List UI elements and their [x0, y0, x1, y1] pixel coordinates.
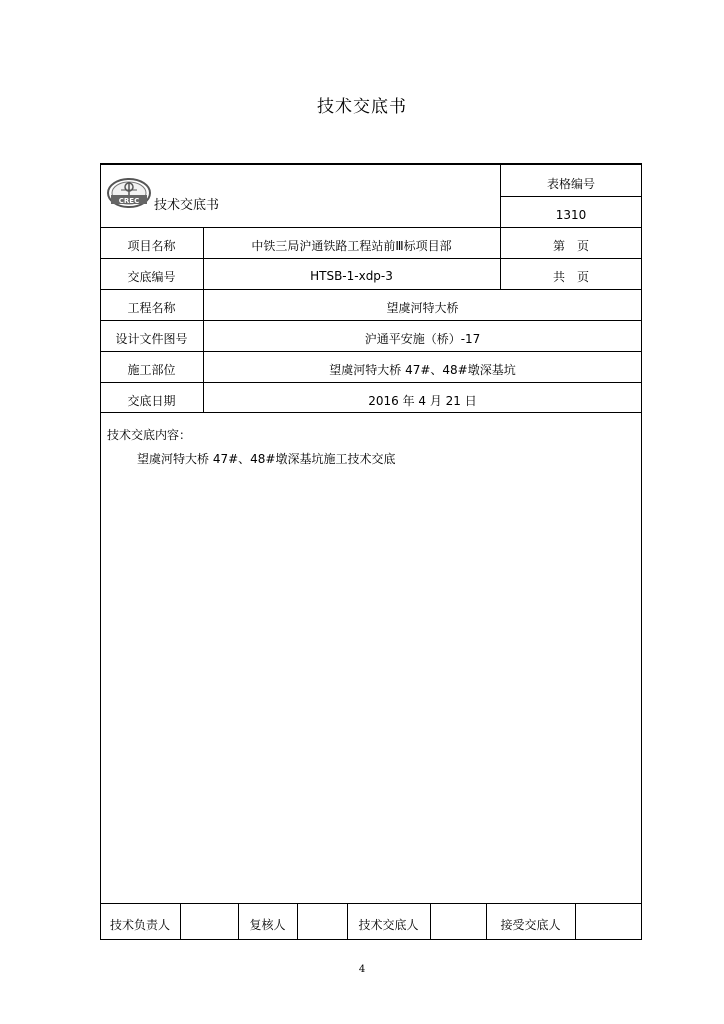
total-pages-label: 共 页 — [552, 269, 589, 284]
discloser-label: 技术交底人 — [358, 917, 419, 932]
row-line — [100, 258, 642, 259]
project-name-label: 项目名称 — [127, 238, 176, 253]
construction-part-value: 望虞河特大桥 47#、48#墩深基坑 — [329, 362, 516, 377]
disclosure-no-label: 交底编号 — [127, 269, 176, 284]
row-line — [100, 351, 642, 352]
row-line — [100, 903, 642, 904]
design-drawing-value: 沪通平安施（桥）-17 — [364, 331, 481, 346]
col-line — [297, 903, 298, 940]
form-number-label: 表格编号 — [546, 176, 595, 191]
construction-part-label: 施工部位 — [127, 362, 176, 377]
col-line — [180, 903, 181, 940]
row-line — [100, 320, 642, 321]
receiver-label: 接受交底人 — [500, 917, 561, 932]
col-line — [575, 903, 576, 940]
page-number: 4 — [358, 964, 366, 975]
engineering-name-value: 望虞河特大桥 — [386, 300, 459, 315]
engineering-name-label: 工程名称 — [127, 300, 176, 315]
document-title: 技术交底书 — [317, 97, 407, 117]
tech-lead-label: 技术负责人 — [109, 917, 170, 932]
logo-text: CREC — [118, 197, 140, 205]
reviewer-label: 复核人 — [249, 917, 286, 932]
header-split-line — [500, 196, 642, 197]
col-line — [430, 903, 431, 940]
disclosure-no-value: HTSB-1-xdp-3 — [310, 269, 393, 283]
date-value: 2016 年 4 月 21 日 — [368, 393, 477, 408]
content-label: 技术交底内容： — [107, 427, 192, 442]
page-label: 第 页 — [552, 238, 589, 253]
project-name-value: 中铁三局沪通铁路工程站前Ⅲ标项目部 — [251, 238, 452, 253]
content-text: 望虞河特大桥 47#、48#墩深基坑施工技术交底 — [137, 451, 396, 466]
row-line — [100, 382, 642, 383]
crec-logo — [107, 178, 151, 208]
design-drawing-label: 设计文件图号 — [115, 331, 188, 346]
row-line — [100, 289, 642, 290]
date-label: 交底日期 — [127, 393, 176, 408]
form-title: 技术交底书 — [154, 197, 220, 213]
form-number: 1310 — [555, 208, 587, 222]
